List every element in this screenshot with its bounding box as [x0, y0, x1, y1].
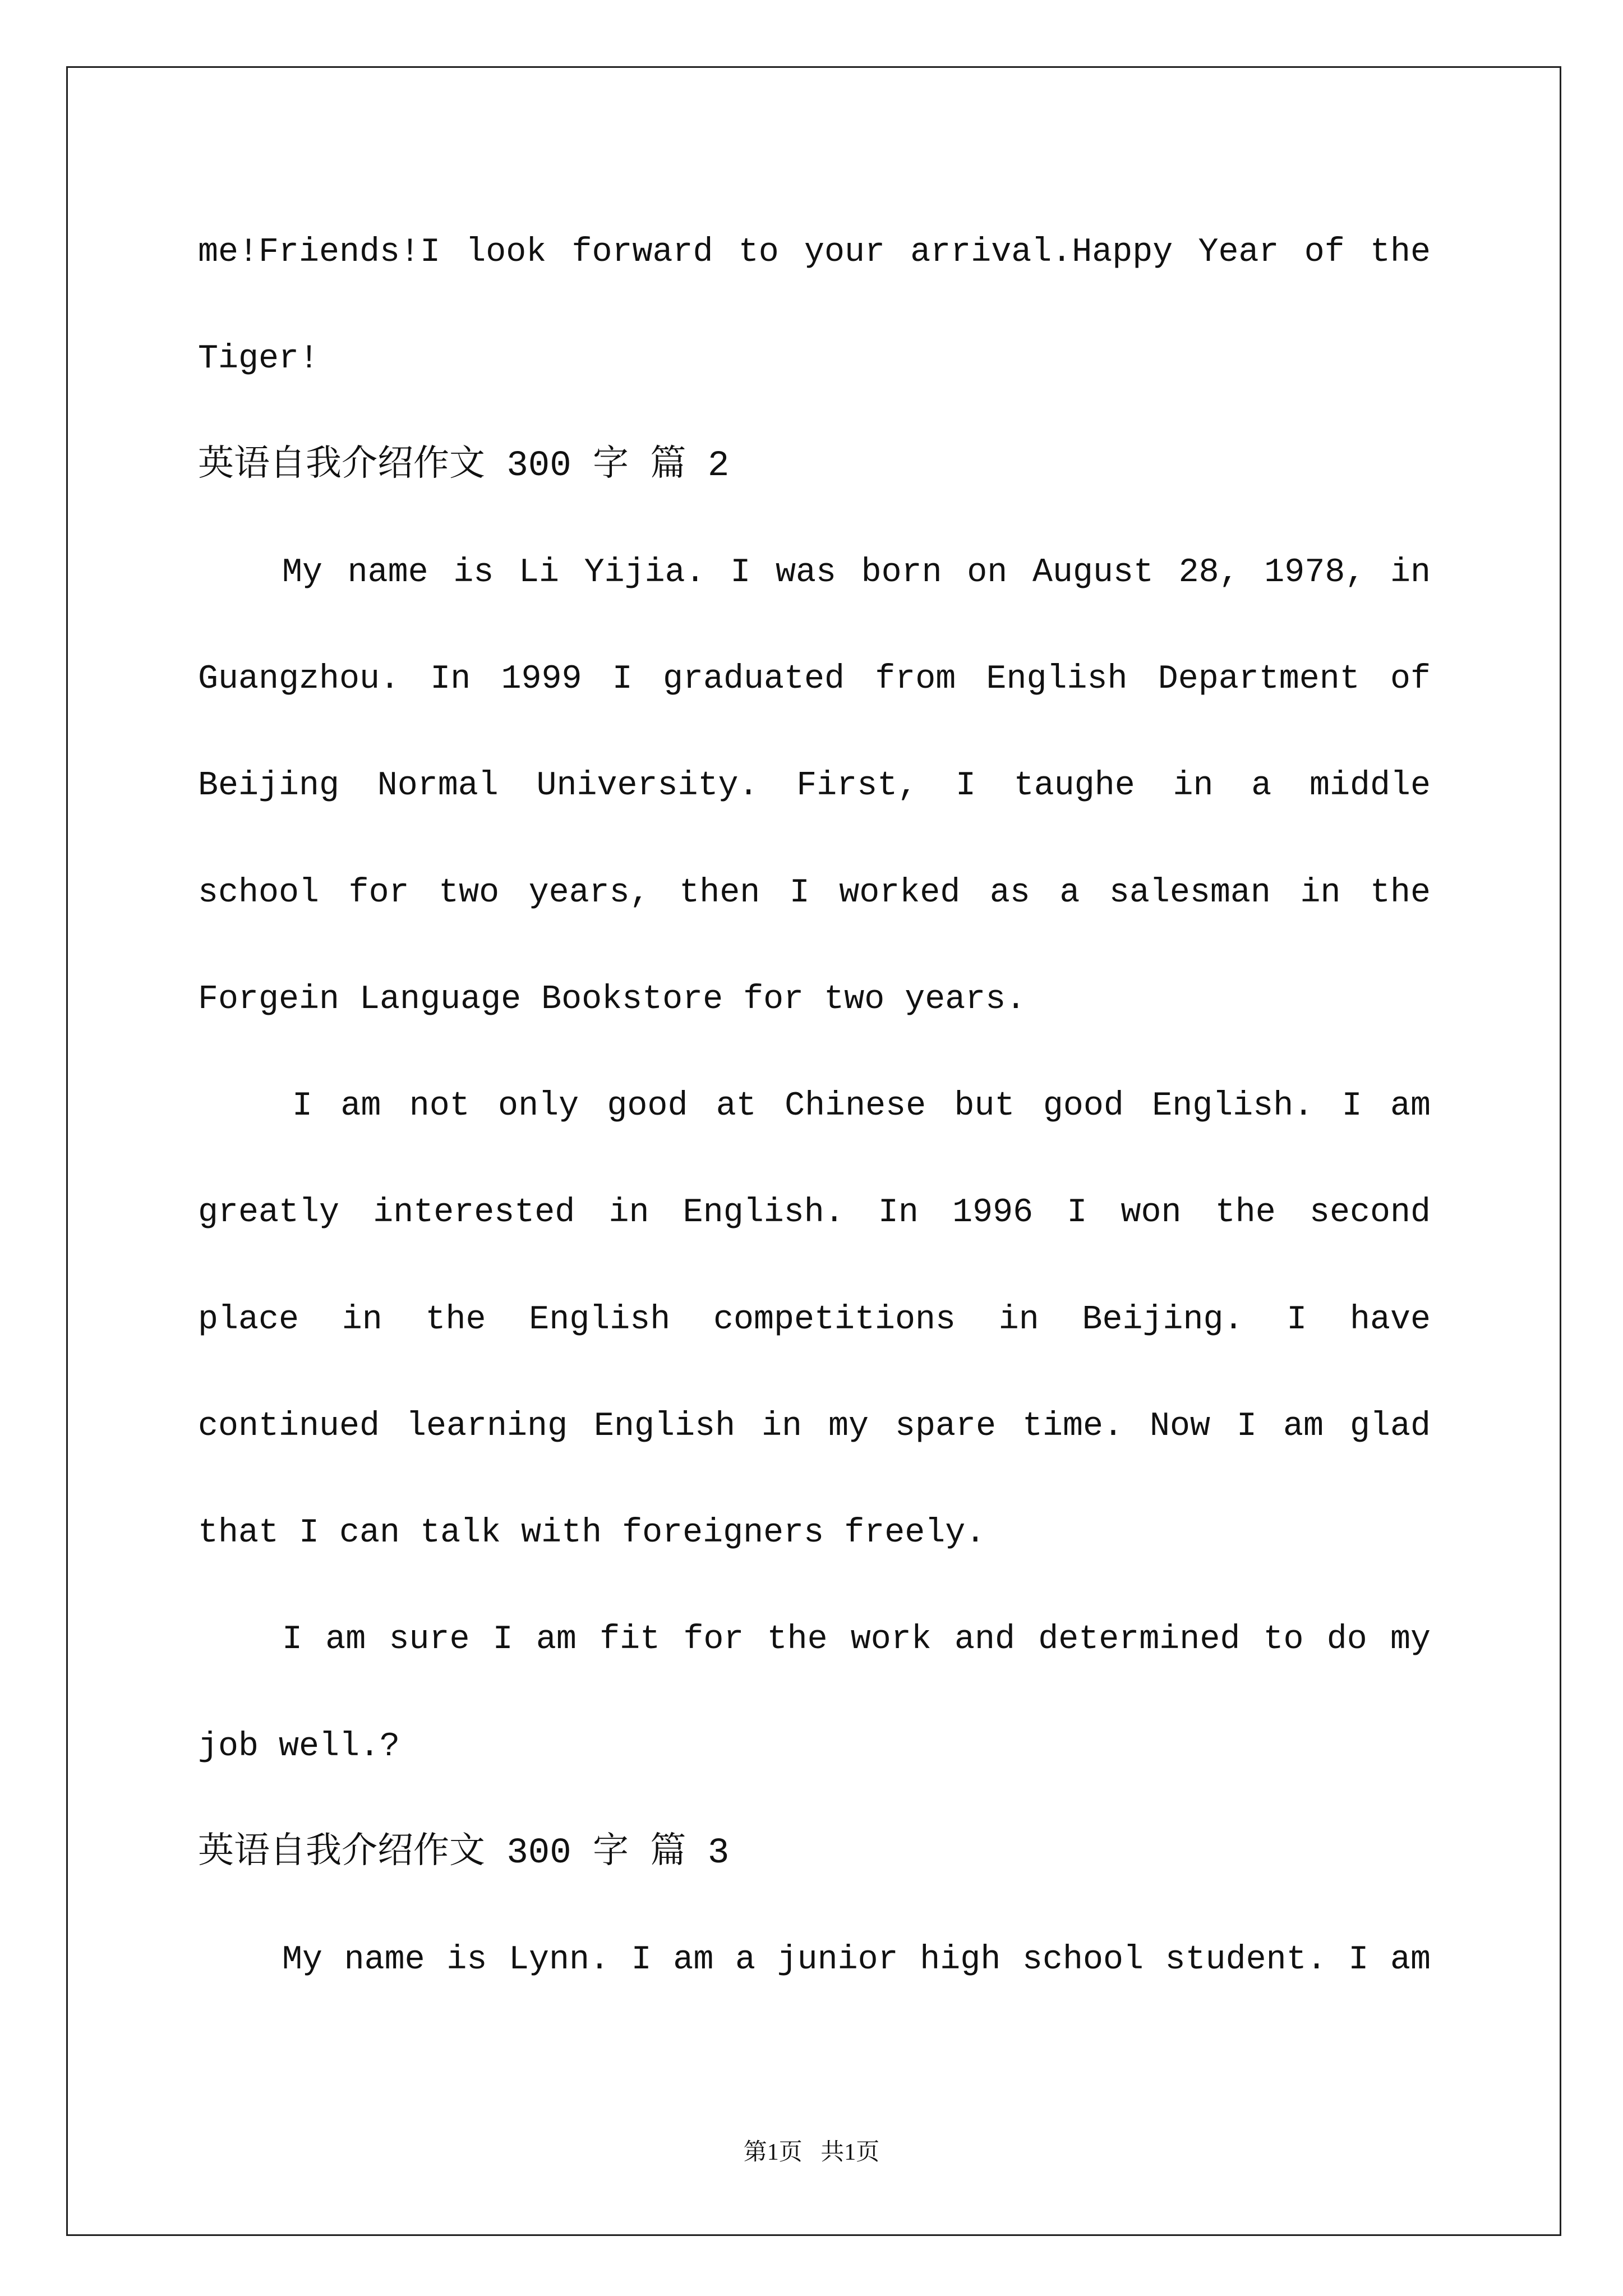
text-line: job well.?	[198, 1727, 400, 1766]
section-heading: 英语自我介绍作文 300 字 篇 2	[198, 445, 730, 486]
text-line: My name is Lynn. I am a junior high school student. I am	[282, 1941, 1431, 1979]
text-line: greatly interested in English. In 1996 I won the second	[198, 1194, 1431, 1232]
section-heading: 英语自我介绍作文 300 字 篇 3	[198, 1833, 730, 1874]
text-line: place in the English competitions in Beijing. I have	[198, 1300, 1431, 1339]
section-2	[198, 413, 1431, 1800]
continuation-paragraph	[198, 199, 1431, 413]
text-line: me!Friends!I look forward to your arrival.Happy Year of the	[198, 233, 1431, 272]
text-line: I am sure I am fit for the work and determined to do my	[282, 1621, 1431, 1659]
text-line: Beijing Normal University. First, I taughe in a middle	[198, 767, 1431, 806]
text-line: school for two years, then I worked as a salesman in the	[198, 873, 1431, 912]
text-line: Tiger!	[198, 340, 320, 379]
text-line: My name is Li Yijia. I was born on August 28, 1978, in	[282, 553, 1431, 592]
text-line: continued learning English in my spare time. Now I am glad	[198, 1407, 1431, 1446]
page-number: 第1页 共1页	[743, 2139, 880, 2165]
text-line: that I can talk with foreigners freely.	[198, 1514, 986, 1552]
paragraph	[198, 1907, 1431, 2013]
text-line: Forgein Language Bookstore for two years.	[198, 980, 1026, 1019]
document-body	[198, 199, 1431, 2013]
section-3	[198, 1800, 1431, 2014]
paragraph	[198, 1053, 1431, 1586]
page-footer	[0, 2137, 1623, 2168]
text-line: Guangzhou. In 1999 I graduated from English Department of	[198, 660, 1431, 698]
text-line: I am not only good at Chinese but good English. I am	[292, 1087, 1431, 1125]
paragraph	[198, 1586, 1431, 1800]
paragraph	[198, 519, 1431, 1053]
